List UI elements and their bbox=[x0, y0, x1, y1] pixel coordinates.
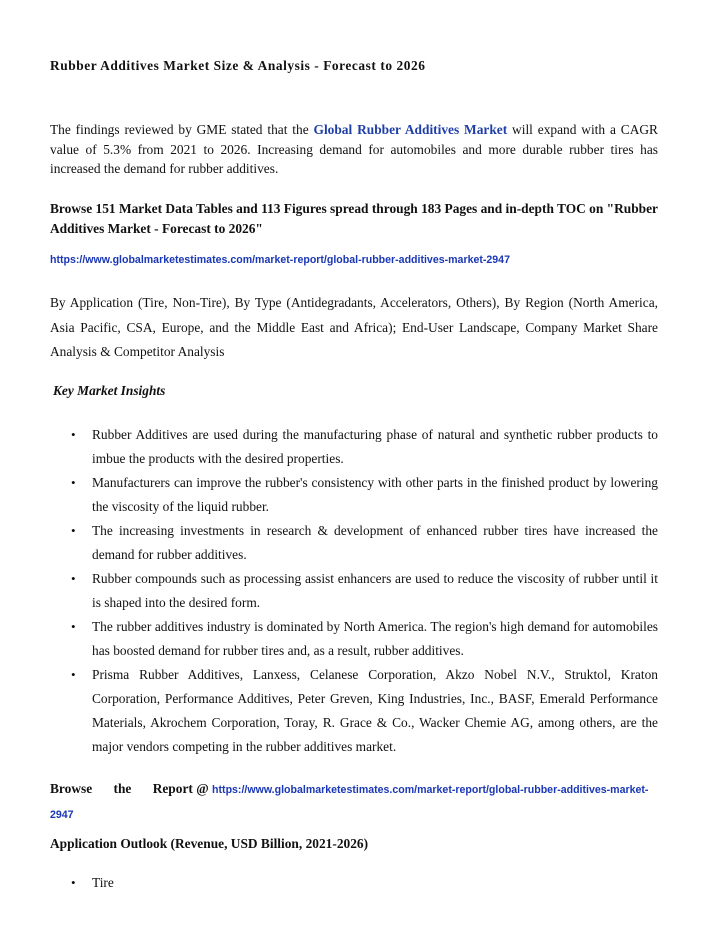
application-heading: Application Outlook (Revenue, USD Billion, 2021-2026) bbox=[50, 836, 369, 851]
list-item-text: Rubber Additives are used during the manufacturing phase of natural and synthetic rubber products to imbue the products with the desired properties. bbox=[92, 427, 658, 466]
browse-heading: Browse 151 Market Data Tables and 113 Figures spread through 183 Pages and in-depth TOC on "Rubber Additives Market - Forecast to 2026" bbox=[50, 201, 658, 236]
list-item-text: Rubber compounds such as processing assist enhancers are used to reduce the viscosity of rubber until it is shaped into the desired form. bbox=[92, 571, 658, 610]
market-name-highlight: Global Rubber Additives Market bbox=[313, 122, 508, 137]
bullet-icon: • bbox=[71, 523, 76, 538]
list-item-text: Prisma Rubber Additives, Lanxess, Celanese Corporation, Akzo Nobel N.V., Struktol, Kraton Corporation, Performance Additives, Peter Greven, King Industries, Inc., BASF, Emerald Performance Materials, Akrochem Corporation, Toray, R. Grace & Co., Wacker Chemie AG, among others, are the major vendors competing in the rubber additives market. bbox=[92, 667, 658, 754]
browse-report-label: Browse the Report bbox=[50, 781, 193, 796]
list-item-text: The rubber additives industry is dominated by North America. The region's high demand for automobiles has boosted demand for rubber tires and, as a result, rubber additives. bbox=[92, 619, 658, 658]
insights-heading: Key Market Insights bbox=[53, 383, 166, 398]
intro-paragraph bbox=[50, 120, 658, 179]
list-item bbox=[50, 471, 658, 519]
list-item bbox=[50, 663, 658, 759]
report-link[interactable]: https://www.globalmarketestimates.com/market-report/global-rubber-additives-market-2947 bbox=[50, 254, 510, 266]
bullet-icon: • bbox=[71, 875, 76, 890]
bullet-icon: • bbox=[71, 571, 76, 586]
bullet-icon: • bbox=[71, 619, 76, 634]
report-link-secondary[interactable]: https://www.globalmarketestimates.com/market-report/global-rubber-additives-market-2947 bbox=[50, 784, 649, 821]
bullet-icon: • bbox=[71, 427, 76, 442]
intro-text-after: will expand with a CAGR value of 5.3% from 2021 to 2026. Increasing demand for automobiles and more durable rubber tires has increased the demand for rubber additives. bbox=[50, 122, 658, 176]
list-item bbox=[50, 615, 658, 663]
browse-report-line bbox=[50, 777, 658, 827]
list-item-text: The increasing investments in research & development of enhanced rubber tires have increased the demand for rubber additives. bbox=[92, 523, 658, 562]
intro-text-before: The findings reviewed by GME stated that the bbox=[50, 122, 314, 137]
application-list bbox=[50, 873, 114, 893]
list-item-text: Tire bbox=[92, 875, 114, 890]
bullet-icon: • bbox=[71, 667, 76, 682]
list-item bbox=[50, 519, 658, 567]
list-item-text: Manufacturers can improve the rubber's consistency with other parts in the finished product by lowering the viscosity of the liquid rubber. bbox=[92, 475, 658, 514]
list-item bbox=[50, 423, 658, 471]
list-item bbox=[50, 873, 114, 893]
segmentation-paragraph: By Application (Tire, Non-Tire), By Type (Antidegradants, Accelerators, Others), By Region (North America, Asia Pacific, CSA, Europe, and the Middle East and Africa); End-User Landscape, Company Market Share Analysis & Competitor Analysis bbox=[50, 295, 658, 359]
bullet-icon: • bbox=[71, 475, 76, 490]
at-sign: @ bbox=[196, 781, 209, 796]
insights-list bbox=[50, 423, 658, 759]
document-title: Rubber Additives Market Size & Analysis - Forecast to 2026 bbox=[50, 58, 426, 73]
list-item bbox=[50, 567, 658, 615]
